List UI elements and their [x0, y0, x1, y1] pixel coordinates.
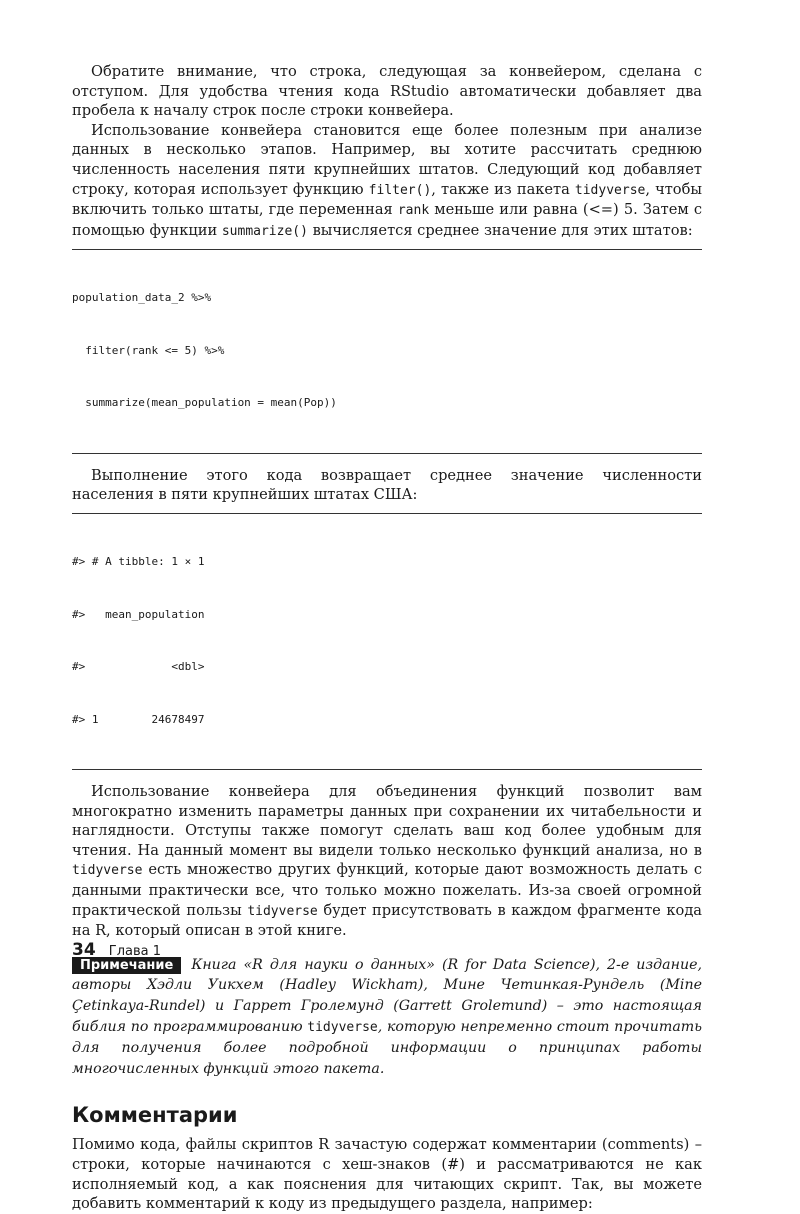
text-run: меньше или равна (<=) 5. Затем с помощью функции [72, 201, 702, 239]
text-run: Использование конвейера для объединения функций позволит вам многократно изменить параметры данных при сохранении их читабельности и наглядности. Отступы также помогут сделать ваш код более удобным для чтения. На данный момент вы видели только несколько функций анализа, но в [72, 783, 702, 859]
code-line: #> <dbl> [72, 660, 205, 674]
inline-code-filter: filter() [368, 182, 432, 198]
code-block-pipeline [72, 249, 702, 454]
code-line: population_data_2 %>% [72, 291, 212, 305]
page-body [72, 62, 702, 1214]
page-footer [72, 940, 161, 960]
inline-code-tidyverse: tidyverse [307, 1019, 378, 1035]
code-line: #> mean_population [72, 607, 205, 621]
note-box [72, 955, 702, 1080]
inline-code-summarize: summarize() [221, 223, 308, 239]
inline-code-rank: rank [397, 203, 430, 219]
note-label: Примечание [72, 957, 181, 974]
chapter-label: Глава 1 [108, 944, 162, 959]
paragraph-multistep-pipe [72, 121, 702, 242]
code-line: filter(rank <= 5) %>% [72, 343, 225, 357]
text-run: вычисляется среднее значение для этих штатов: [307, 221, 693, 239]
paragraph-pipe-indent: Обратите внимание, что строка, следующая за конвейером, сделана с отступом. Для удобства чтения кода RStudio автоматически добавляет два пробела к началу строк после строки конвейера. [72, 63, 702, 120]
note-text: , которую непременно стоит прочитать для получения более подробной информации о принципах работы многочисленных функций этого пакета. [72, 1018, 702, 1077]
inline-code-tidyverse: tidyverse [72, 863, 143, 879]
code-line: #> 1 24678497 [72, 712, 205, 726]
inline-code-tidyverse: tidyverse [247, 903, 318, 919]
note-text: Книга «R для науки о данных» (R for Data Science), 2-е издание, авторы Хэдли Уикхем (Hadley Wickham), Мине Четинкая-Рундель (Mine Çetinkaya-Rundel) и Гаррет Гролемунд (Garrett Grolemund) – это настоящая библия по программированию [72, 956, 702, 1035]
text-run: есть множество других функций, которые дают возможность делать с данными практически все, что только можно пожелать. Из-за своей огромной практической пользы [72, 861, 702, 919]
code-block-output [72, 513, 702, 770]
text-run: Использование конвейера становится еще более полезным при анализе данных в несколько этапов. Например, вы хотите рассчитать среднюю численность населения пяти крупнейших штатов. Следующий код добавляет строку, которая использует функцию [72, 121, 702, 198]
section-heading: Комментарии [72, 1103, 238, 1128]
code-line: summarize(mean_population = mean(Pop)) [72, 396, 337, 410]
text-run: , также из пакета [431, 180, 575, 198]
inline-code-tidyverse: tidyverse [574, 182, 646, 198]
paragraph-pipe-benefits [72, 782, 702, 941]
paragraph-result-intro: Выполнение этого кода возвращает среднее значение численности населения в пяти крупнейших штатах США: [72, 466, 702, 504]
page-number: 34 [72, 940, 96, 960]
code-line: #> # A tibble: 1 × 1 [72, 555, 205, 569]
text-run: , чтобы включить только штаты, где переменная [72, 180, 702, 219]
paragraph-comments-intro: Помимо кода, файлы скриптов R зачастую содержат комментарии (comments) – строки, которые начинаются с хеш-знаков (#) и рассматриваются не как исполняемый код, а как пояснения для читающих скрипт. Так, вы можете добавить комментарий к коду из предыдущего раздела, например: [72, 1136, 702, 1213]
text-run: будет присутствовать в каждом фрагменте кода на R, который описан в этой книге. [72, 901, 702, 940]
